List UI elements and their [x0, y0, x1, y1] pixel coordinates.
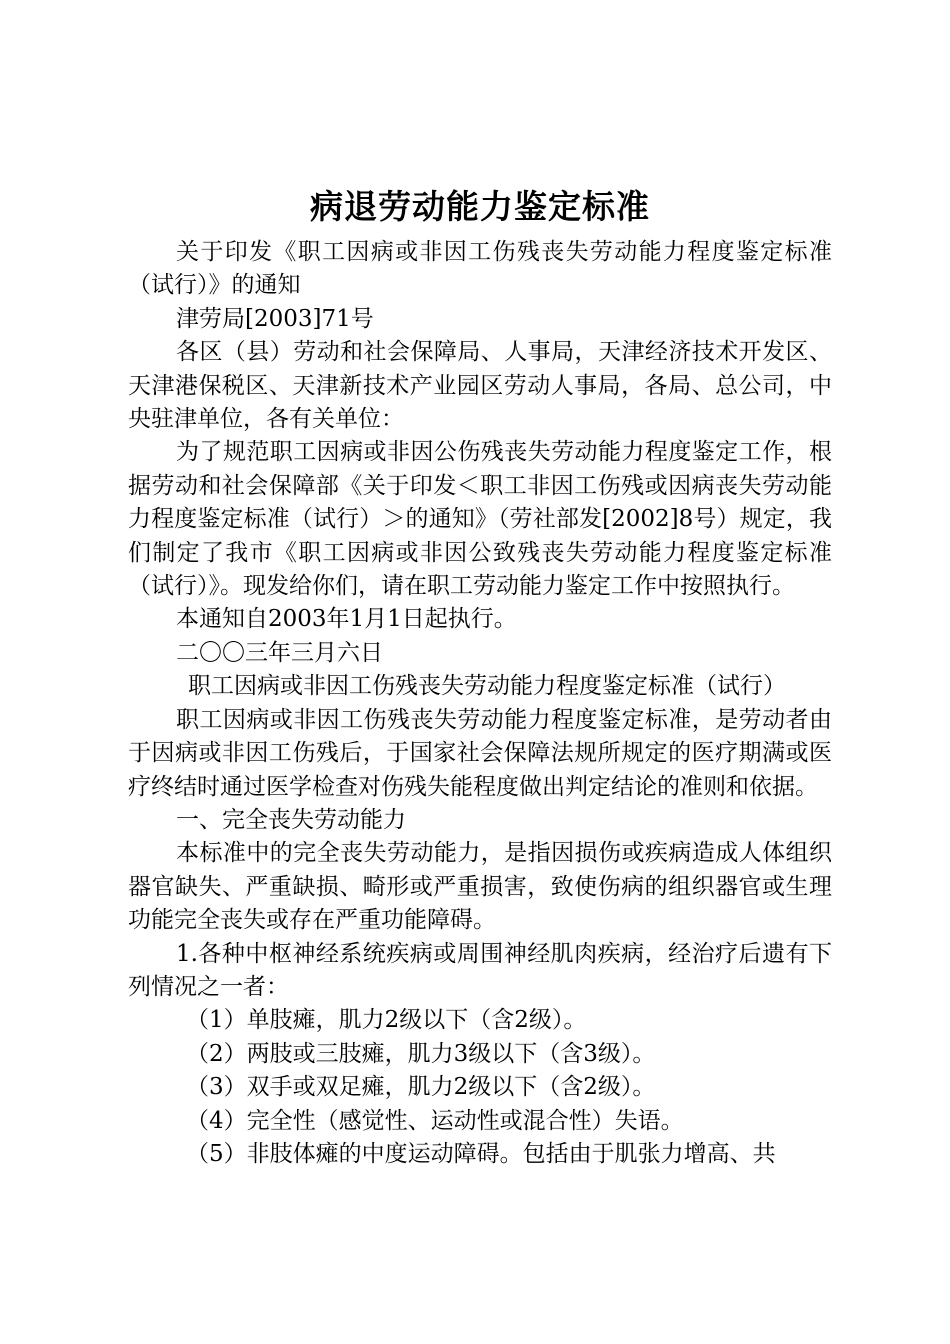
section-definition: 本标准中的完全丧失劳动能力，是指因损伤或疾病造成人体组织器官缺失、严重缺损、畸形或严重损害，致使伤病的组织器官或生理功能完全丧失或存在严重功能障碍。 — [128, 840, 832, 934]
document-body — [128, 236, 832, 1171]
list-item: （3）双手或双足瘫，肌力2级以下（含2级）。 — [186, 1074, 656, 1101]
list-item: （2）两肢或三肢瘫，肌力3级以下（含3级）。 — [186, 1040, 656, 1067]
notice-heading: 关于印发《职工因病或非因工伤残丧失劳动能力程度鉴定标准（试行）》的通知 — [128, 239, 832, 299]
list-item: （1）单肢瘫，肌力2级以下（含2级）。 — [186, 1007, 587, 1034]
recipients: 各区（县）劳动和社会保障局、人事局，天津经济技术开发区、天津港保税区、天津新技术产业园区劳动人事局，各局、总公司，中央驻津单位，各有关单位： — [128, 339, 832, 433]
list-item: （4）完全性（感觉性、运动性或混合性）失语。 — [186, 1107, 684, 1134]
document-title: 病退劳动能力鉴定标准 — [310, 187, 650, 226]
list-item: （5）非肢体瘫的中度运动障碍。包括由于肌张力增高、共 — [186, 1140, 776, 1167]
standard-definition: 职工因病或非因工伤残丧失劳动能力程度鉴定标准，是劳动者由于因病或非因工伤残后，于国家社会保障法规所规定的医疗期满或医疗终结时通过医学检查对伤残失能程度做出判定结论的准则和依据。 — [128, 706, 832, 800]
standard-title: 职工因病或非因工伤残丧失劳动能力程度鉴定标准（试行） — [188, 673, 786, 700]
criterion-1: 1.各种中枢神经系统疾病或周围神经肌肉疾病，经治疗后遗有下列情况之一者： — [128, 940, 832, 1000]
document-number: 津劳局[2003]71号 — [176, 305, 374, 332]
issue-date: 二〇〇三年三月六日 — [176, 639, 383, 666]
effective-date: 本通知自2003年1月1日起执行。 — [176, 606, 517, 633]
section-heading: 一、完全丧失劳动能力 — [176, 806, 406, 833]
purpose-paragraph: 为了规范职工因病或非因公伤残丧失劳动能力程度鉴定工作，根据劳动和社会保障部《关于印发＜职工非因工伤残或因病丧失劳动能力程度鉴定标准（试行）＞的通知》（劳社部发[2002]8号）规定，我们制定了我市《职工因病或非因公致残丧失劳动能力程度鉴定标准（试行）》。现发给你们，请在职工劳动能力鉴定工作中按照执行。 — [128, 439, 832, 600]
